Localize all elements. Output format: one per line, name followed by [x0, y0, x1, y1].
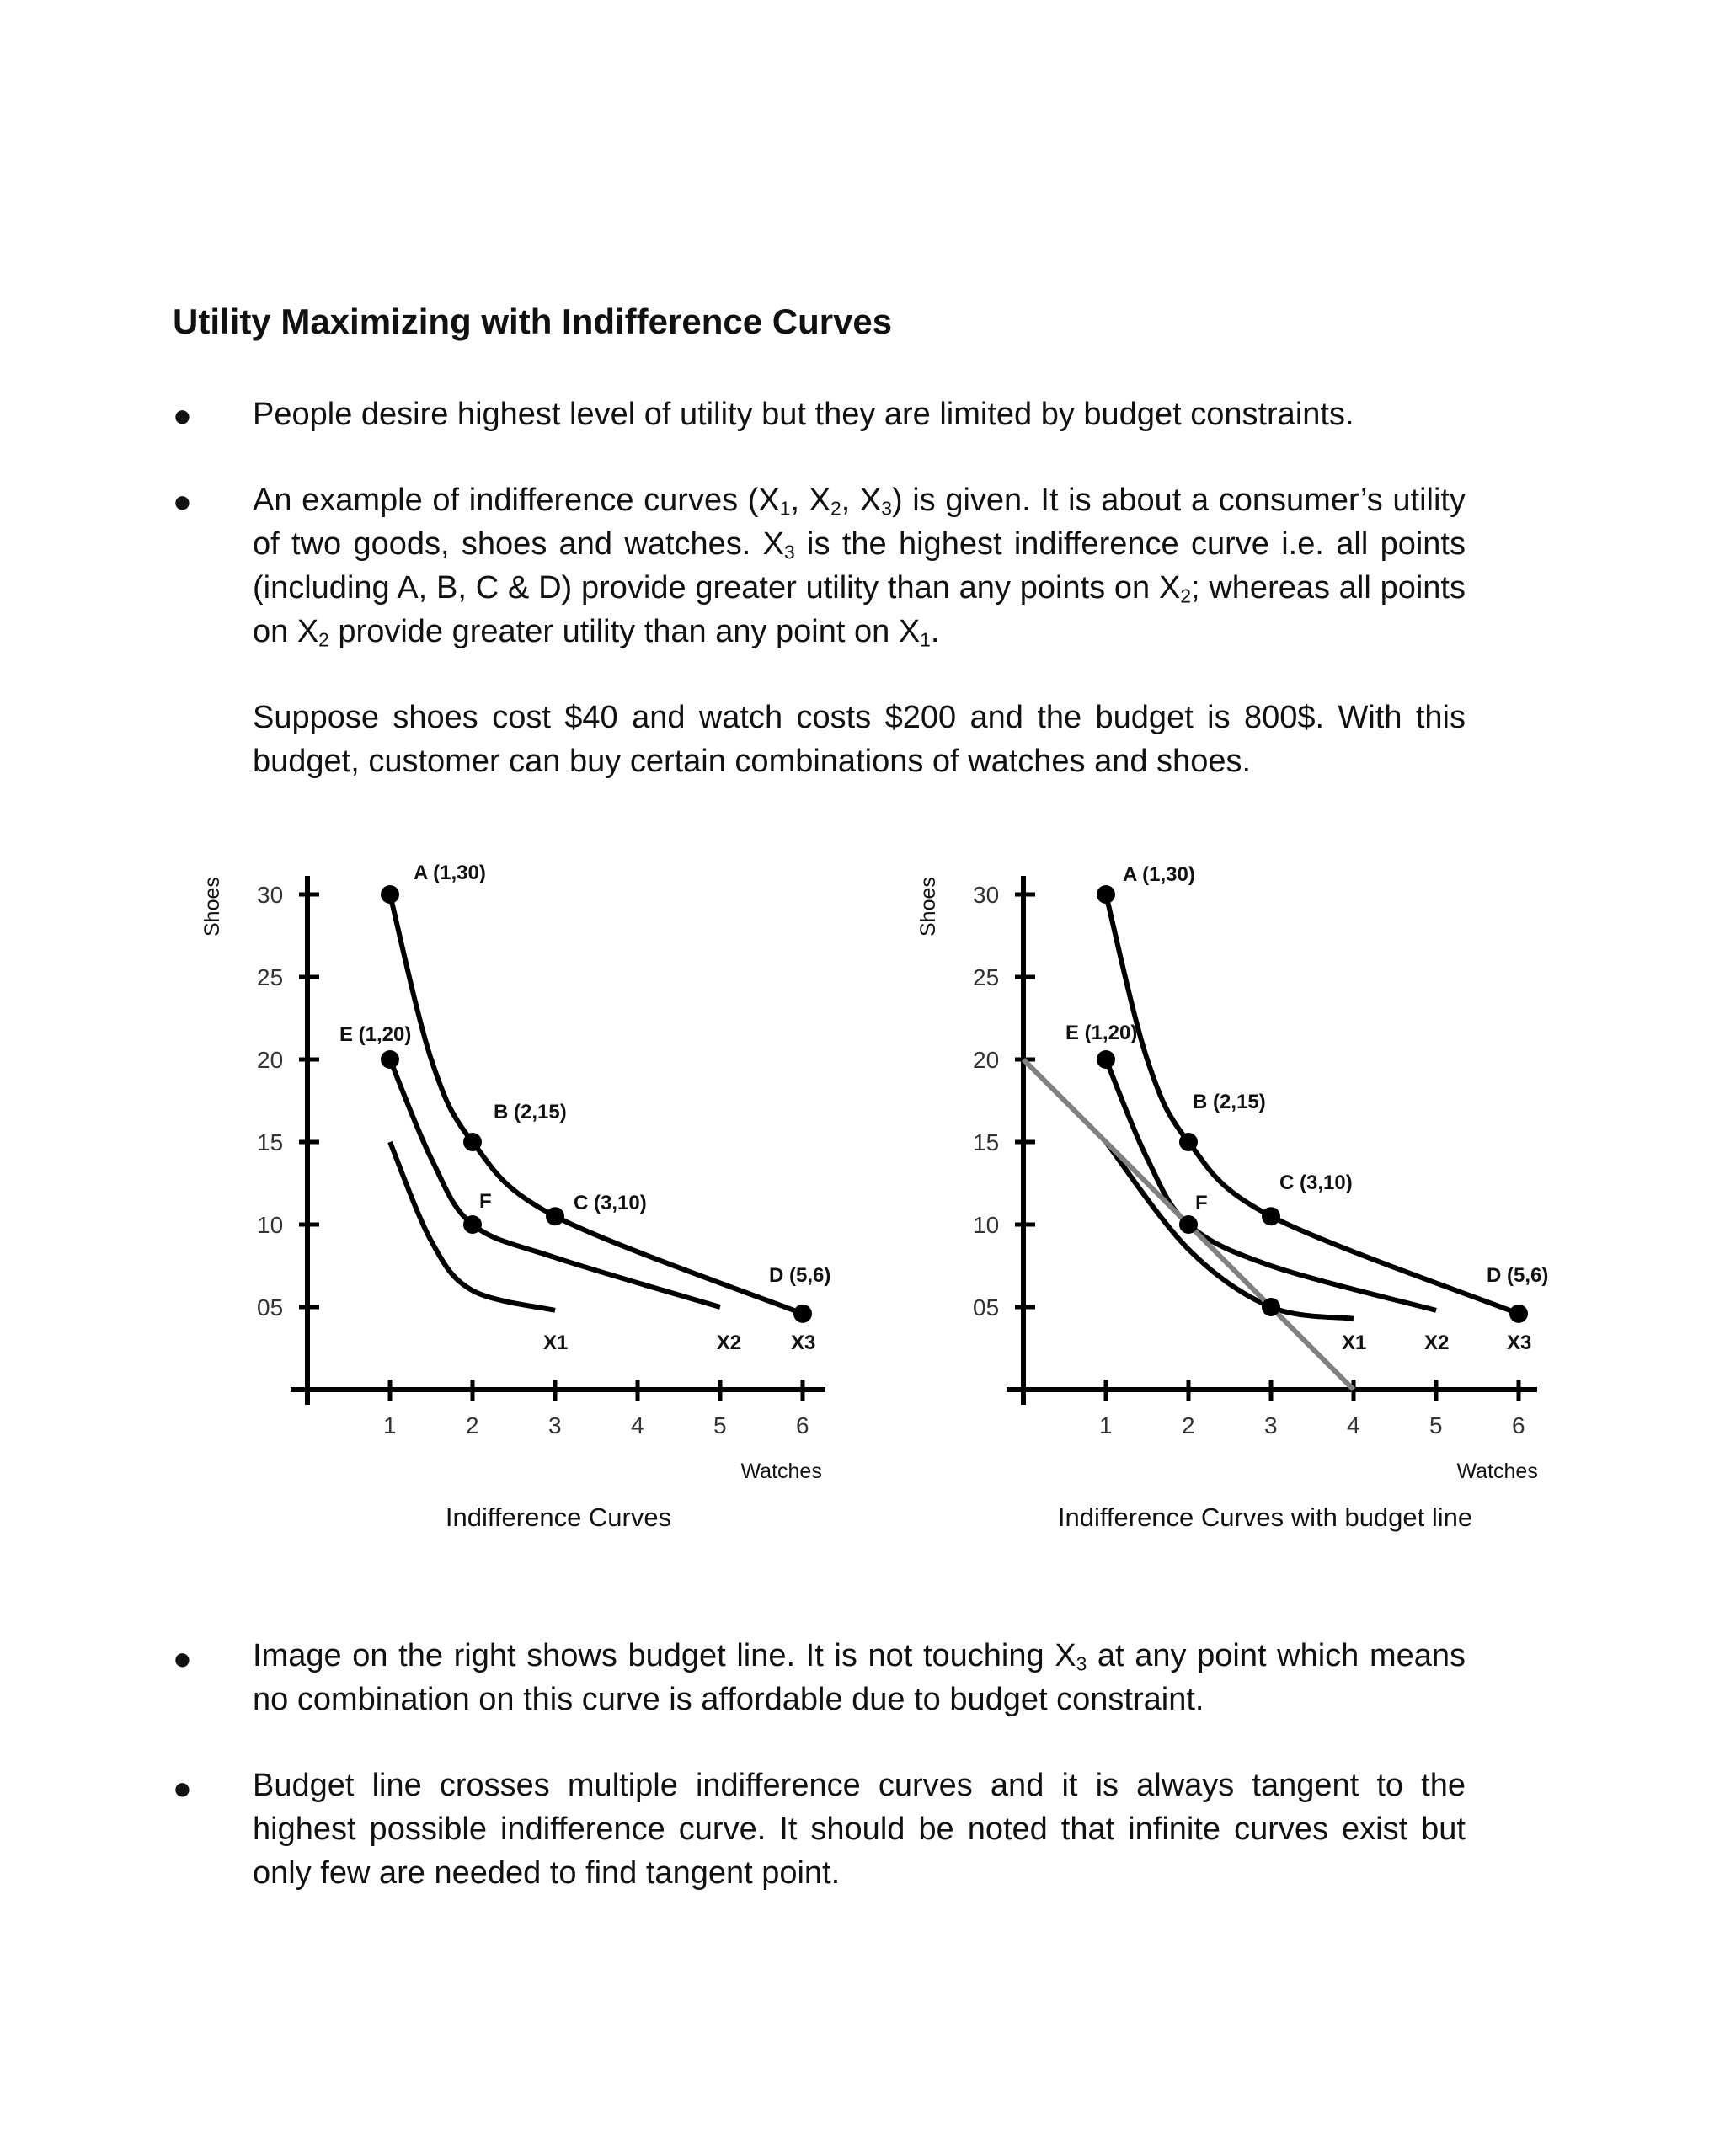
bullet-marker: ●: [173, 1641, 192, 1677]
point-label: D (5,6): [769, 1263, 831, 1287]
curve-label: X1: [543, 1331, 569, 1354]
point-marker: [1262, 1298, 1280, 1316]
y-tick-label: 20: [257, 1047, 284, 1073]
point-label: A (1,30): [1123, 863, 1195, 886]
point-marker: [463, 1215, 482, 1234]
bullet-marker: ●: [173, 398, 192, 434]
bullet-marker: ●: [173, 1771, 192, 1806]
curve-x3: [1106, 894, 1519, 1314]
curve-x3: [390, 894, 803, 1314]
curve-label: X3: [791, 1331, 816, 1354]
indifference-curves-budget-chart: [897, 851, 1571, 1491]
y-tick-label: 30: [257, 882, 284, 908]
point-marker: [381, 885, 399, 904]
y-axis-title: Shoes: [916, 877, 940, 937]
point-label: F: [479, 1190, 492, 1213]
point-label: D (5,6): [1487, 1263, 1549, 1287]
bullet-text-4: [253, 1764, 1466, 1895]
curve-label: X2: [716, 1331, 742, 1354]
x-tick-label: 6: [1512, 1412, 1525, 1438]
x-tick-label: 5: [713, 1412, 727, 1438]
x-tick-label: 5: [1429, 1412, 1443, 1438]
point-label: C (3,10): [574, 1192, 647, 1215]
point-marker: [1097, 1050, 1115, 1069]
y-tick-label: 15: [973, 1129, 1000, 1155]
point-label: B (2,15): [494, 1101, 567, 1123]
x-tick-label: 4: [1347, 1412, 1360, 1438]
point-marker: [1509, 1305, 1528, 1323]
curve-label: X1: [1342, 1331, 1367, 1354]
x-tick-label: 2: [1182, 1412, 1195, 1438]
bullet-text-2: [253, 478, 1466, 654]
x-tick-label: 1: [1099, 1412, 1113, 1438]
y-tick-label: 30: [973, 882, 1000, 908]
point-marker: [793, 1305, 812, 1323]
y-tick-label: 25: [257, 964, 284, 990]
bullet-text-3: [253, 1634, 1466, 1721]
x-tick-label: 6: [796, 1412, 809, 1438]
y-tick-label: 05: [973, 1294, 1000, 1321]
curve-x2: [1106, 1059, 1436, 1310]
point-marker: [546, 1207, 564, 1225]
curve-x1: [1106, 1142, 1354, 1319]
point-marker: [1262, 1207, 1280, 1225]
budget-paragraph: Suppose shoes cost $40 and watch costs $200 and the budget is 800$. With this budget, customer can buy certain combinations of watches and shoes.: [253, 700, 1466, 779]
point-label: E (1,20): [1065, 1022, 1138, 1044]
bullet-3-text: Image on the right shows budget line. It is not touching $X_3$ at any point which means no combination on this curve is affordable due to budget constraint.: [253, 1638, 1466, 1717]
point-label: F: [1195, 1192, 1208, 1214]
y-tick-label: 10: [973, 1212, 1000, 1238]
point-label: A (1,30): [414, 862, 486, 884]
y-tick-label: 25: [973, 964, 1000, 990]
indifference-curves-chart: [185, 851, 859, 1491]
curve-x2: [390, 1059, 720, 1307]
bullet-1-text: People desire highest level of utility but they are limited by budget constraints.: [253, 397, 1354, 432]
y-tick-label: 10: [257, 1212, 284, 1238]
bullet-marker: ●: [173, 484, 192, 520]
chart-caption-right: Indifference Curves with budget line: [1057, 1502, 1473, 1532]
y-tick-label: 05: [257, 1294, 284, 1321]
x-axis-title: Watches: [1456, 1460, 1538, 1483]
x-tick-label: 3: [1264, 1412, 1278, 1438]
x-tick-label: 1: [383, 1412, 397, 1438]
x-axis-title: Watches: [740, 1460, 822, 1483]
y-tick-label: 15: [257, 1129, 284, 1155]
bullet-2-text: An example of indifference curves ($X_1$, $X_2$, $X_3$) is given. It is about a consumer’s utility of two goods, shoes and watches. $X_3$ is the highest indifference curve i.e. all points (including A, B, C & D) provide greater utility than any points on $X_2$; whereas all points on $X_2$ provide greater utility than any point on $X_1$.: [253, 483, 1466, 651]
x-tick-label: 3: [548, 1412, 562, 1438]
point-label: E (1,20): [339, 1023, 412, 1046]
point-marker: [463, 1133, 482, 1151]
point-marker: [1179, 1133, 1198, 1151]
bullet-4-text: Budget line crosses multiple indifference curves and it is always tangent to the highest possible indifference curve. It should be noted that infinite curves exist but only few are needed to find tangent point.: [253, 1768, 1466, 1891]
point-marker: [1179, 1215, 1198, 1234]
chart-caption-left: Indifference Curves: [445, 1502, 672, 1532]
point-label: C (3,10): [1279, 1171, 1353, 1195]
bullet-text-1: [253, 392, 1466, 436]
y-axis-title: Shoes: [200, 877, 224, 937]
point-marker: [1097, 885, 1115, 904]
y-tick-label: 20: [973, 1047, 1000, 1073]
x-tick-label: 4: [631, 1412, 644, 1438]
point-label: B (2,15): [1193, 1091, 1266, 1113]
x-tick-label: 2: [466, 1412, 479, 1438]
point-marker: [381, 1050, 399, 1069]
page-title: Utility Maximizing with Indifference Curves: [173, 302, 893, 341]
curve-label: X2: [1424, 1331, 1450, 1354]
curve-label: X3: [1507, 1331, 1532, 1354]
